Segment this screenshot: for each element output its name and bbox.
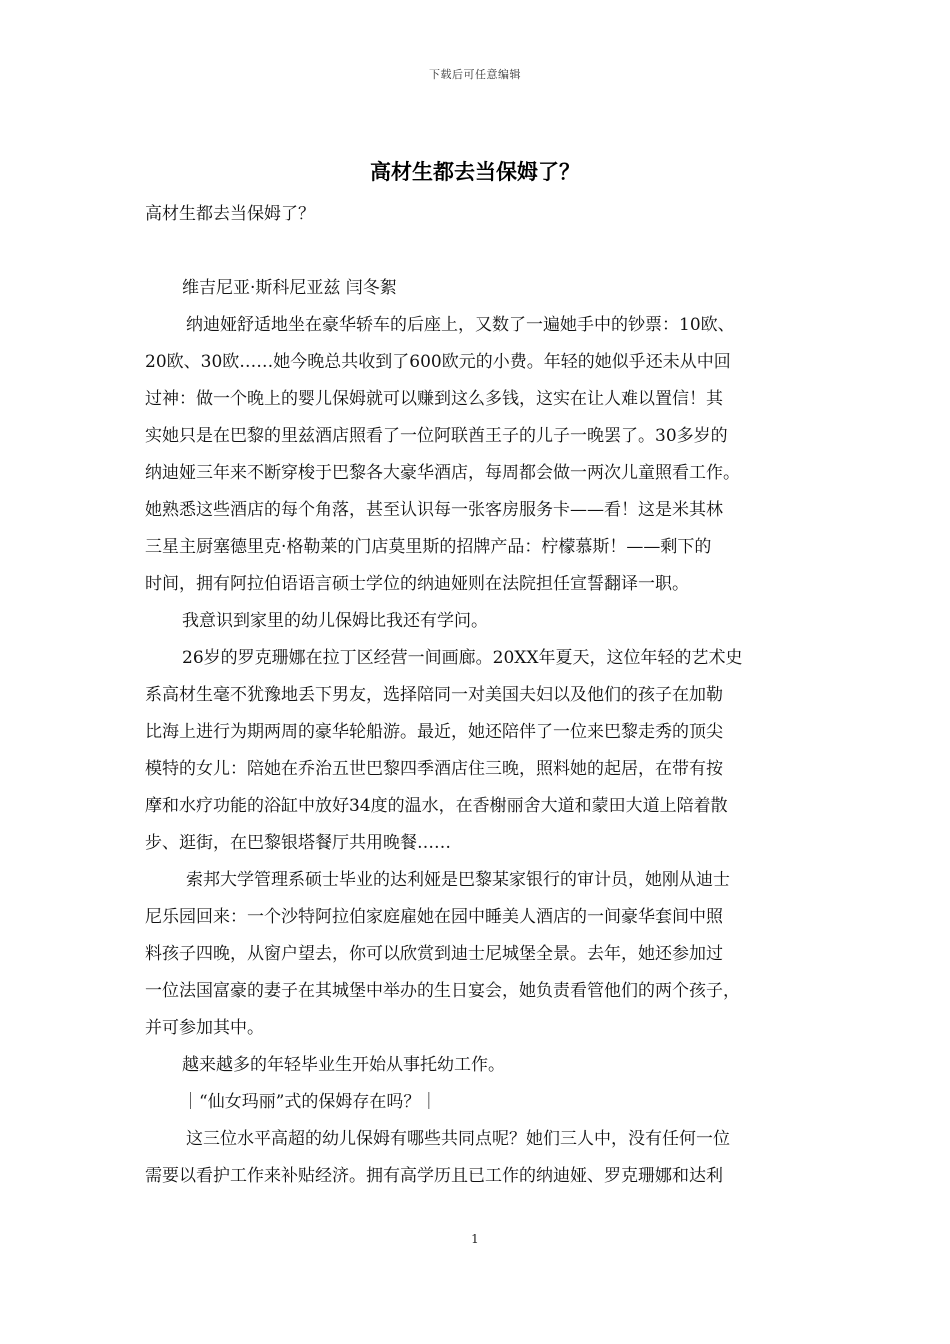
paragraph-line: 需要以看护工作来补贴经济。拥有高学历且已工作的纳迪娅、罗克珊娜和达利: [145, 1166, 723, 1186]
paragraph-line: 步、逛街，在巴黎银塔餐厅共用晚餐……: [145, 833, 451, 853]
paragraph-line: 纳迪娅三年来不断穿梭于巴黎各大豪华酒店，每周都会做一两次儿童照看工作。: [145, 463, 740, 483]
paragraph-line: 过神：做一个晚上的婴儿保姆就可以赚到这么多钱，这实在让人难以置信！其: [145, 389, 723, 409]
paragraph-line: 纳迪娅舒适地坐在豪华轿车的后座上，又数了一遍她手中的钞票：10欧、: [186, 315, 735, 335]
subtitle: 高材生都去当保姆了？: [145, 204, 315, 224]
blank-line: [145, 233, 809, 270]
paragraph-line: 26岁的罗克珊娜在拉丁区经营一间画廊。20XX年夏天，这位年轻的艺术史: [182, 648, 743, 668]
paragraph-line: 20欧、30欧……她今晚总共收到了600欧元的小费。年轻的她似乎还未从中回: [145, 352, 731, 372]
paragraph-line: 比海上进行为期两周的豪华轮船游。最近，她还陪伴了一位来巴黎走秀的顶尖: [145, 722, 723, 742]
paragraph-line: 这三位水平高超的幼儿保姆有哪些共同点呢？她们三人中，没有任何一位: [186, 1129, 730, 1149]
author-line: 维吉尼亚·斯科尼亚兹 闫冬絮: [182, 278, 397, 298]
paragraph-line: 一位法国富豪的妻子在其城堡中举办的生日宴会，她负责看管他们的两个孩子，: [145, 981, 740, 1001]
document-body: [145, 196, 809, 1195]
paragraph-line: 时间，拥有阿拉伯语语言硕士学位的纳迪娅则在法院担任宣誓翻译一职。: [145, 574, 689, 594]
paragraph-line: 模特的女儿：陪她在乔治五世巴黎四季酒店住三晚，照料她的起居，在带有按: [145, 759, 723, 779]
paragraph-line: 越来越多的年轻毕业生开始从事托幼工作。: [182, 1055, 505, 1075]
paragraph-line: 系高材生毫不犹豫地丢下男友，选择陪同一对美国夫妇以及他们的孩子在加勒: [145, 685, 723, 705]
paragraph-line: 实她只是在巴黎的里兹酒店照看了一位阿联酋王子的儿子一晚罢了。30多岁的: [145, 426, 728, 446]
page-number: 1: [471, 1232, 479, 1246]
document-title: 高材生都去当保姆了？: [370, 159, 580, 184]
paragraph-line: 三星主厨塞德里克·格勒莱的门店莫里斯的招牌产品：柠檬慕斯！——剩下的: [145, 537, 712, 557]
paragraph-line: 尼乐园回来：一个沙特阿拉伯家庭雇她在园中睡美人酒店的一间豪华套间中照: [145, 907, 723, 927]
paragraph-line: 料孩子四晚，从窗户望去，你可以欣赏到迪士尼城堡全景。去年，她还参加过: [145, 944, 723, 964]
paragraph-line: 并可参加其中。: [145, 1018, 264, 1038]
paragraph-line: 索邦大学管理系硕士毕业的达利娅是巴黎某家银行的审计员，她刚从迪士: [186, 870, 730, 890]
section-heading: ｜“仙女玛丽”式的保姆存在吗？｜: [182, 1092, 438, 1112]
page-header: 下载后可任意编辑: [429, 68, 521, 81]
paragraph-line: 她熟悉这些酒店的每个角落，甚至认识每一张客房服务卡——看！这是米其林: [145, 500, 723, 520]
paragraph-line: 摩和水疗功能的浴缸中放好34度的温水，在香榭丽舍大道和蒙田大道上陪着散: [145, 796, 728, 816]
paragraph-line: 我意识到家里的幼儿保姆比我还有学问。: [182, 611, 488, 631]
